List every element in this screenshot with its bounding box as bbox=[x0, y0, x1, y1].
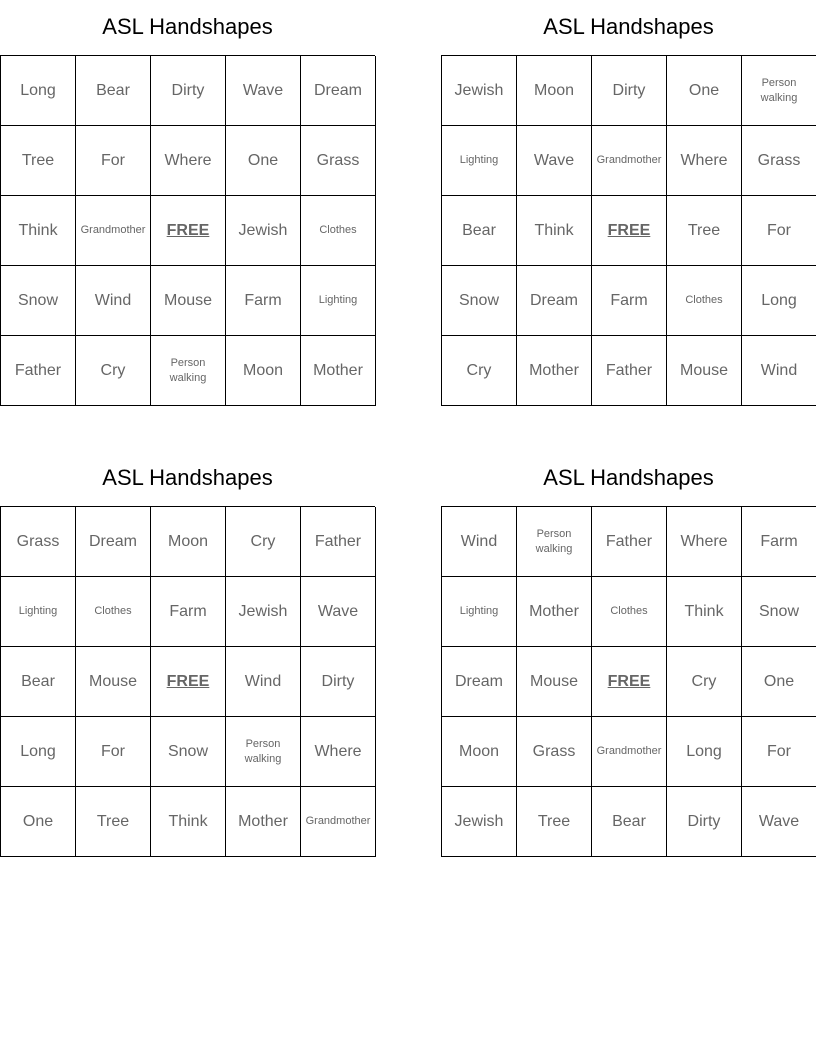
bingo-cell: For bbox=[742, 717, 816, 787]
bingo-cell: Snow bbox=[151, 717, 226, 787]
bingo-cell: Snow bbox=[1, 266, 76, 336]
bingo-cell: Where bbox=[301, 717, 376, 787]
card-title: ASL Handshapes bbox=[102, 465, 273, 490]
bingo-cell: Father bbox=[301, 507, 376, 577]
bingo-cell: Long bbox=[742, 266, 816, 336]
bingo-cell: Farm bbox=[742, 507, 816, 577]
bingo-cell: Dream bbox=[442, 647, 517, 717]
bingo-cell: Father bbox=[592, 507, 667, 577]
bingo-cell: Dirty bbox=[592, 56, 667, 126]
bingo-cell: Tree bbox=[517, 787, 592, 857]
bingo-grid bbox=[441, 506, 816, 857]
bingo-grid bbox=[0, 55, 375, 406]
card-title: ASL Handshapes bbox=[102, 14, 273, 39]
bingo-cell: Wind bbox=[76, 266, 151, 336]
bingo-card-1 bbox=[0, 0, 375, 406]
bingo-cell: Grandmother bbox=[592, 717, 667, 787]
bingo-cell: Jewish bbox=[226, 577, 301, 647]
bingo-cell: Grandmother bbox=[301, 787, 376, 857]
bingo-cell: Cry bbox=[226, 507, 301, 577]
bingo-cell: Cry bbox=[667, 647, 742, 717]
bingo-cell: One bbox=[667, 56, 742, 126]
bingo-grid bbox=[441, 55, 816, 406]
bingo-card-4 bbox=[441, 451, 816, 857]
bingo-cell: Tree bbox=[76, 787, 151, 857]
bingo-cell: Mouse bbox=[667, 336, 742, 406]
bingo-cell: Cry bbox=[442, 336, 517, 406]
bingo-cell: Jewish bbox=[442, 787, 517, 857]
bingo-cell: Grandmother bbox=[76, 196, 151, 266]
bingo-cell: Wave bbox=[226, 56, 301, 126]
bingo-cell: Grass bbox=[1, 507, 76, 577]
bingo-cell: Grandmother bbox=[592, 126, 667, 196]
bingo-cell: Mother bbox=[301, 336, 376, 406]
bingo-cell: Mouse bbox=[517, 647, 592, 717]
bingo-cell: Where bbox=[151, 126, 226, 196]
bingo-cell: Wind bbox=[226, 647, 301, 717]
bingo-cell: Mother bbox=[517, 577, 592, 647]
bingo-cell: Think bbox=[1, 196, 76, 266]
bingo-cell: Dream bbox=[301, 56, 376, 126]
bingo-cell: Wind bbox=[742, 336, 816, 406]
bingo-cell: Cry bbox=[76, 336, 151, 406]
bingo-cell: Dream bbox=[76, 507, 151, 577]
bingo-cell: Where bbox=[667, 126, 742, 196]
bingo-cell: For bbox=[76, 126, 151, 196]
card-title: ASL Handshapes bbox=[543, 465, 714, 490]
bingo-cell: Jewish bbox=[442, 56, 517, 126]
bingo-cell: Dirty bbox=[667, 787, 742, 857]
bingo-grid bbox=[0, 506, 375, 857]
bingo-cell: Grass bbox=[517, 717, 592, 787]
bingo-cell: Tree bbox=[1, 126, 76, 196]
bingo-cell: Father bbox=[1, 336, 76, 406]
bingo-cell: One bbox=[1, 787, 76, 857]
bingo-cell: Lighting bbox=[442, 577, 517, 647]
bingo-cell: Tree bbox=[667, 196, 742, 266]
bingo-cell: One bbox=[742, 647, 816, 717]
bingo-cell: Moon bbox=[442, 717, 517, 787]
free-space: FREE bbox=[592, 196, 667, 266]
bingo-cell: Jewish bbox=[226, 196, 301, 266]
bingo-cell: Wave bbox=[742, 787, 816, 857]
bingo-cell: Mother bbox=[517, 336, 592, 406]
bingo-cell: Wave bbox=[517, 126, 592, 196]
bingo-cell: Farm bbox=[226, 266, 301, 336]
bingo-cell: One bbox=[226, 126, 301, 196]
bingo-cell: Snow bbox=[442, 266, 517, 336]
bingo-cell: Dirty bbox=[151, 56, 226, 126]
bingo-cell: Grass bbox=[742, 126, 816, 196]
bingo-cell: Bear bbox=[76, 56, 151, 126]
bingo-cell: Dream bbox=[517, 266, 592, 336]
bingo-cell: Where bbox=[667, 507, 742, 577]
bingo-cell: Snow bbox=[742, 577, 816, 647]
bingo-cell: Long bbox=[1, 717, 76, 787]
bingo-cell: Farm bbox=[151, 577, 226, 647]
bingo-cell: Mouse bbox=[76, 647, 151, 717]
card-title: ASL Handshapes bbox=[543, 14, 714, 39]
bingo-cell: Clothes bbox=[301, 196, 376, 266]
bingo-cell: Clothes bbox=[592, 577, 667, 647]
bingo-card-3 bbox=[0, 451, 375, 857]
bingo-cell: Think bbox=[667, 577, 742, 647]
bingo-cell: Long bbox=[667, 717, 742, 787]
bingo-cell: Farm bbox=[592, 266, 667, 336]
bingo-cell: Wind bbox=[442, 507, 517, 577]
free-space: FREE bbox=[151, 647, 226, 717]
bingo-card-2 bbox=[441, 0, 816, 406]
bingo-cell: Clothes bbox=[76, 577, 151, 647]
free-space: FREE bbox=[151, 196, 226, 266]
bingo-cell: For bbox=[76, 717, 151, 787]
bingo-cell: Father bbox=[592, 336, 667, 406]
bingo-cell: Lighting bbox=[442, 126, 517, 196]
bingo-cell: Think bbox=[151, 787, 226, 857]
bingo-cell: Clothes bbox=[667, 266, 742, 336]
bingo-cell: Person walking bbox=[151, 336, 226, 406]
bingo-cell: Bear bbox=[442, 196, 517, 266]
bingo-cell: Person walking bbox=[226, 717, 301, 787]
bingo-cell: Mouse bbox=[151, 266, 226, 336]
bingo-cell: Lighting bbox=[1, 577, 76, 647]
bingo-cell: Dirty bbox=[301, 647, 376, 717]
bingo-cell: Long bbox=[1, 56, 76, 126]
bingo-cell: Bear bbox=[592, 787, 667, 857]
bingo-cell: Moon bbox=[151, 507, 226, 577]
bingo-cell: For bbox=[742, 196, 816, 266]
bingo-cell: Person walking bbox=[742, 56, 816, 126]
bingo-cell: Think bbox=[517, 196, 592, 266]
bingo-cell: Person walking bbox=[517, 507, 592, 577]
bingo-cell: Moon bbox=[226, 336, 301, 406]
bingo-cell: Mother bbox=[226, 787, 301, 857]
bingo-cell: Grass bbox=[301, 126, 376, 196]
free-space: FREE bbox=[592, 647, 667, 717]
bingo-cell: Bear bbox=[1, 647, 76, 717]
bingo-cell: Lighting bbox=[301, 266, 376, 336]
bingo-cell: Wave bbox=[301, 577, 376, 647]
bingo-cell: Moon bbox=[517, 56, 592, 126]
